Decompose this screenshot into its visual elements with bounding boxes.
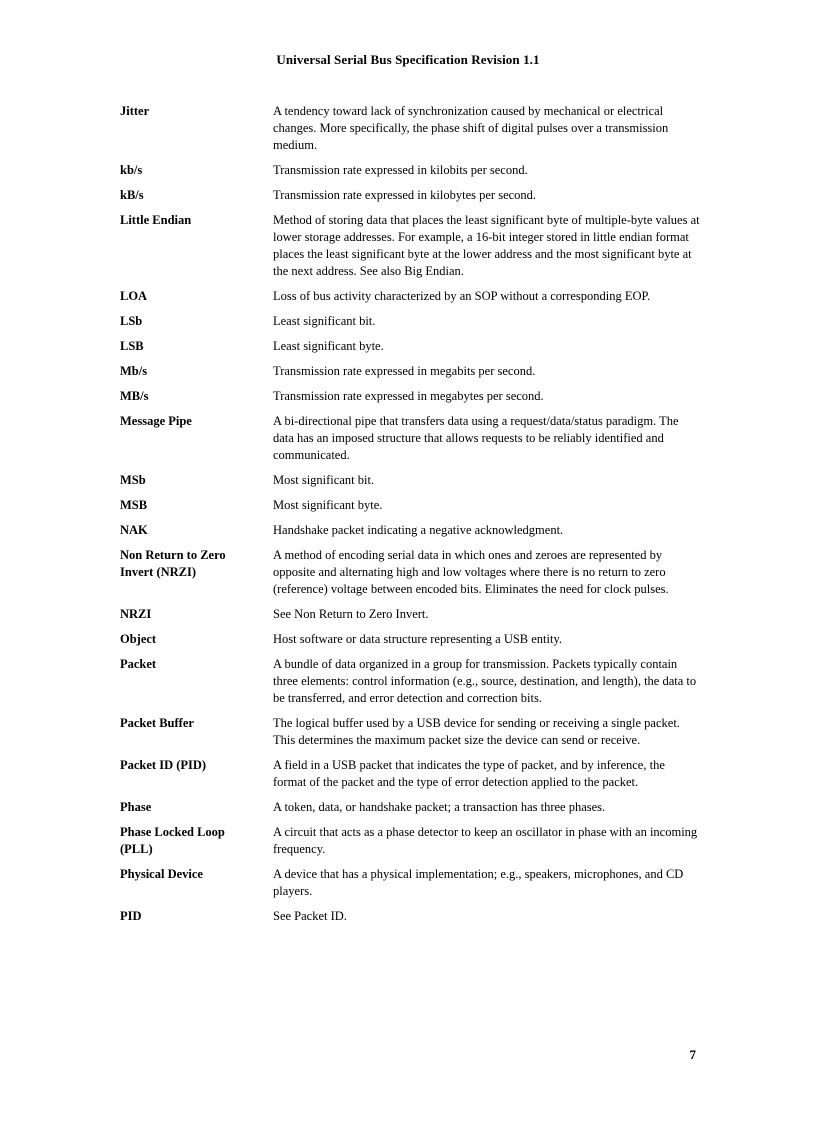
glossary-entry bbox=[120, 799, 700, 816]
glossary-definition: Least significant byte. bbox=[273, 339, 384, 353]
glossary-definition: A token, data, or handshake packet; a transaction has three phases. bbox=[273, 800, 606, 814]
glossary-term: MB/s bbox=[120, 389, 149, 403]
glossary-definition: A device that has a physical implementation; e.g., speakers, microphones, and CD players. bbox=[273, 867, 684, 898]
glossary-entry bbox=[120, 313, 700, 330]
glossary-definition: Loss of bus activity characterized by an SOP without a corresponding EOP. bbox=[273, 289, 651, 303]
glossary-term: Little Endian bbox=[120, 213, 192, 227]
glossary-entry bbox=[120, 363, 700, 380]
glossary-entry bbox=[120, 497, 700, 514]
glossary-definition: Host software or data structure representing a USB entity. bbox=[273, 632, 563, 646]
glossary-term: Packet bbox=[120, 657, 157, 671]
glossary-entry bbox=[120, 388, 700, 405]
glossary-definition: A circuit that acts as a phase detector to keep an oscillator in phase with an incoming frequency. bbox=[273, 825, 698, 856]
glossary-definition: Most significant byte. bbox=[273, 498, 383, 512]
glossary-definition: See Non Return to Zero Invert. bbox=[273, 607, 429, 621]
glossary-definition: A method of encoding serial data in which ones and zeroes are represented by opposite and alternating high and low voltages where there is no return to zero (reference) voltage between encoded bits. Eliminates the need for clock pulses. bbox=[273, 548, 669, 596]
glossary-term: Mb/s bbox=[120, 364, 148, 378]
glossary-term: NAK bbox=[120, 523, 148, 537]
page-number: 7 bbox=[689, 1047, 696, 1062]
glossary-term: Non Return to Zero Invert (NRZI) bbox=[120, 548, 226, 579]
glossary-entry bbox=[120, 547, 700, 598]
glossary-entry bbox=[120, 162, 700, 179]
glossary-definition: A tendency toward lack of synchronization caused by mechanical or electrical changes. More specifically, the phase shift of digital pulses over a transmission medium. bbox=[273, 104, 669, 152]
glossary-definition: The logical buffer used by a USB device for sending or receiving a single packet. This determines the maximum packet size the device can send or receive. bbox=[273, 716, 680, 747]
glossary-term: Jitter bbox=[120, 104, 150, 118]
glossary-entry bbox=[120, 413, 700, 464]
glossary-term: MSB bbox=[120, 498, 148, 512]
glossary-term: kb/s bbox=[120, 163, 143, 177]
glossary-entry bbox=[120, 338, 700, 355]
glossary-entry bbox=[120, 103, 700, 154]
glossary-term: LSb bbox=[120, 314, 143, 328]
glossary-entry bbox=[120, 522, 700, 539]
glossary-definition: Transmission rate expressed in megabytes per second. bbox=[273, 389, 544, 403]
glossary-list bbox=[120, 103, 700, 933]
glossary-term: Object bbox=[120, 632, 157, 646]
glossary-term: Message Pipe bbox=[120, 414, 192, 428]
glossary-entry bbox=[120, 656, 700, 707]
glossary-entry bbox=[120, 606, 700, 623]
glossary-term: Phase Locked Loop (PLL) bbox=[120, 825, 225, 856]
glossary-entry bbox=[120, 472, 700, 489]
glossary-entry bbox=[120, 908, 700, 925]
glossary-definition: A field in a USB packet that indicates the type of packet, and by inference, the format of the packet and the type of error detection applied to the packet. bbox=[273, 758, 665, 789]
glossary-definition: A bi-directional pipe that transfers data using a request/data/status paradigm. The data has an imposed structure that allows requests to be reliably identified and communicated. bbox=[273, 414, 679, 462]
glossary-entry bbox=[120, 288, 700, 305]
glossary-entry bbox=[120, 212, 700, 280]
glossary-entry bbox=[120, 757, 700, 791]
glossary-term: LOA bbox=[120, 289, 148, 303]
glossary-term: PID bbox=[120, 909, 142, 923]
glossary-definition: Method of storing data that places the least significant byte of multiple-byte values at lower storage addresses. For example, a 16-bit integer stored in little endian format places the least significant byte at the lower address and the most significant byte at the next address. See also Big Endian. bbox=[273, 213, 700, 278]
glossary-definition: A bundle of data organized in a group for transmission. Packets typically contain three elements: control information (e.g., source, destination, and length), the data to be transferred, and error detection and correction bits. bbox=[273, 657, 697, 705]
glossary-term: MSb bbox=[120, 473, 146, 487]
glossary-definition: See Packet ID. bbox=[273, 909, 347, 923]
glossary-term: Packet ID (PID) bbox=[120, 758, 207, 772]
glossary-entry bbox=[120, 715, 700, 749]
glossary-definition: Transmission rate expressed in megabits per second. bbox=[273, 364, 536, 378]
glossary-term: LSB bbox=[120, 339, 144, 353]
page-header: Universal Serial Bus Specification Revision 1.1 bbox=[276, 52, 540, 67]
glossary-entry bbox=[120, 866, 700, 900]
glossary-term: Phase bbox=[120, 800, 152, 814]
glossary-definition: Handshake packet indicating a negative acknowledgment. bbox=[273, 523, 564, 537]
glossary-definition: Transmission rate expressed in kilobytes per second. bbox=[273, 188, 537, 202]
glossary-term: NRZI bbox=[120, 607, 152, 621]
glossary-entry bbox=[120, 187, 700, 204]
glossary-definition: Least significant bit. bbox=[273, 314, 376, 328]
glossary-term: Physical Device bbox=[120, 867, 203, 881]
glossary-definition: Most significant bit. bbox=[273, 473, 375, 487]
glossary-term: kB/s bbox=[120, 188, 144, 202]
glossary-entry bbox=[120, 824, 700, 858]
glossary-definition: Transmission rate expressed in kilobits per second. bbox=[273, 163, 528, 177]
glossary-entry bbox=[120, 631, 700, 648]
glossary-term: Packet Buffer bbox=[120, 716, 194, 730]
